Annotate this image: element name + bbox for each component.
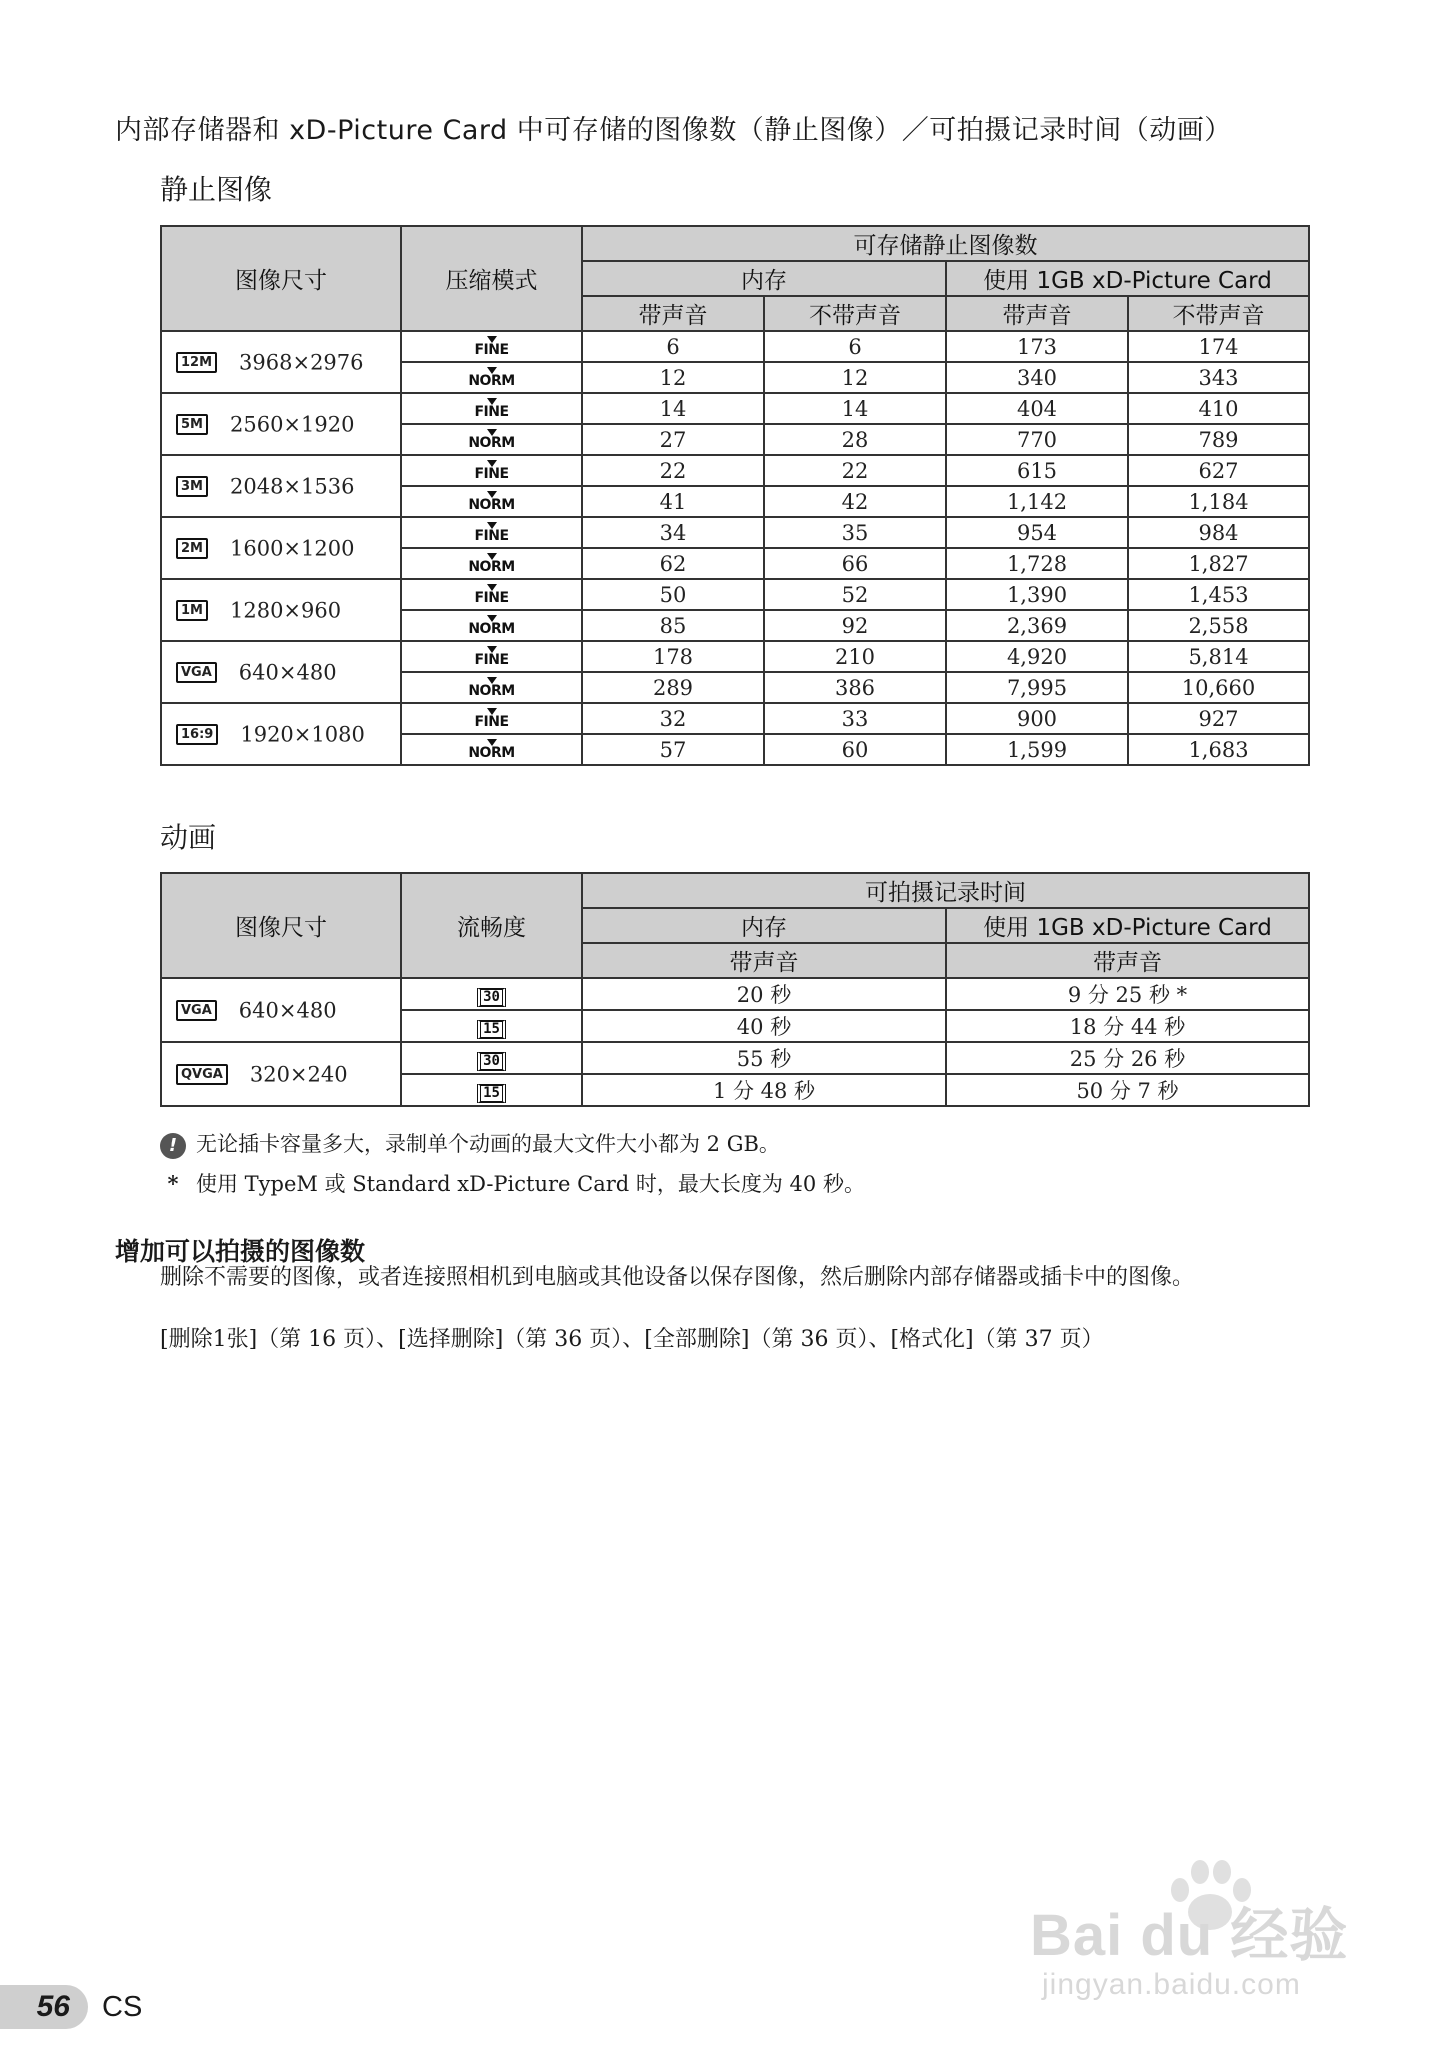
count-cell: 57 bbox=[582, 734, 764, 765]
mode-label: NORM bbox=[468, 496, 515, 513]
table-row bbox=[161, 1042, 1309, 1074]
count-cell: 32 bbox=[582, 703, 764, 734]
baidu-watermark bbox=[1030, 1850, 1430, 2010]
count-cell: 2,558 bbox=[1128, 610, 1309, 641]
count-cell: 22 bbox=[764, 455, 946, 486]
mode-marker-icon bbox=[487, 553, 497, 560]
count-cell: 173 bbox=[946, 331, 1128, 362]
mode-marker-icon bbox=[487, 646, 497, 653]
header-fluency: 流畅度 bbox=[401, 873, 582, 978]
size-badge-icon: 16:9 bbox=[176, 724, 218, 745]
table-row bbox=[161, 393, 1309, 424]
fine-mode-icon bbox=[474, 398, 508, 420]
time-cell: 40 秒 bbox=[582, 1010, 946, 1042]
count-cell: 1,728 bbox=[946, 548, 1128, 579]
compression-mode-cell bbox=[401, 517, 582, 548]
count-cell: 404 bbox=[946, 393, 1128, 424]
count-cell: 1,390 bbox=[946, 579, 1128, 610]
time-cell: 18 分 44 秒 bbox=[946, 1010, 1309, 1042]
count-cell: 33 bbox=[764, 703, 946, 734]
table-row bbox=[161, 978, 1309, 1010]
size-badge-icon: 12M bbox=[176, 352, 217, 373]
image-size-cell bbox=[161, 517, 401, 579]
compression-mode-cell bbox=[401, 455, 582, 486]
image-size-text: 3968×2976 bbox=[239, 350, 364, 375]
compression-mode-cell bbox=[401, 641, 582, 672]
watermark-brand: Bai du 经验 bbox=[1030, 1903, 1349, 1968]
compression-mode-cell bbox=[401, 610, 582, 641]
mode-label: NORM bbox=[468, 558, 515, 575]
compression-mode-cell bbox=[401, 486, 582, 517]
header-card: 使用 1GB xD-Picture Card bbox=[946, 908, 1309, 943]
time-cell: 55 秒 bbox=[582, 1042, 946, 1074]
compression-mode-cell bbox=[401, 579, 582, 610]
mode-label: NORM bbox=[468, 434, 515, 451]
mode-label: FINE bbox=[474, 403, 509, 420]
count-cell: 62 bbox=[582, 548, 764, 579]
count-cell: 178 bbox=[582, 641, 764, 672]
size-badge-icon: 3M bbox=[176, 476, 208, 497]
mode-marker-icon bbox=[487, 708, 497, 715]
mode-marker-icon bbox=[487, 429, 497, 436]
image-size-cell bbox=[161, 331, 401, 393]
size-badge-icon: 5M bbox=[176, 414, 208, 435]
header-card: 使用 1GB xD-Picture Card bbox=[946, 261, 1309, 296]
count-cell: 174 bbox=[1128, 331, 1309, 362]
count-cell: 386 bbox=[764, 672, 946, 703]
note-asterisk bbox=[160, 1168, 865, 1198]
mode-label: FINE bbox=[474, 651, 509, 668]
time-cell: 20 秒 bbox=[582, 978, 946, 1010]
mode-marker-icon bbox=[487, 367, 497, 374]
frame-rate-icon: 30 bbox=[477, 1052, 506, 1071]
mode-label: FINE bbox=[474, 713, 509, 730]
size-badge-icon: VGA bbox=[176, 1000, 217, 1021]
count-cell: 1,142 bbox=[946, 486, 1128, 517]
image-size-cell bbox=[161, 393, 401, 455]
mode-marker-icon bbox=[487, 615, 497, 622]
image-size-cell bbox=[161, 978, 401, 1042]
image-size-cell bbox=[161, 579, 401, 641]
count-cell: 410 bbox=[1128, 393, 1309, 424]
frame-rate-cell bbox=[401, 1074, 582, 1106]
count-cell: 789 bbox=[1128, 424, 1309, 455]
image-size-text: 1920×1080 bbox=[240, 722, 365, 747]
movie-table bbox=[160, 872, 1310, 1107]
count-cell: 1,827 bbox=[1128, 548, 1309, 579]
header-with-sound: 带声音 bbox=[582, 296, 764, 331]
table-row bbox=[161, 331, 1309, 362]
image-size-cell bbox=[161, 703, 401, 765]
table-row bbox=[161, 455, 1309, 486]
mode-marker-icon bbox=[487, 336, 497, 343]
compression-mode-cell bbox=[401, 331, 582, 362]
note-warning-text: 无论插卡容量多大，录制单个动画的最大文件大小都为 2 GB。 bbox=[196, 1132, 780, 1156]
increase-paragraph: 删除不需要的图像，或者连接照相机到电脑或其他设备以保存图像，然后删除内部存储器或插卡中的图像。 bbox=[160, 1265, 1195, 1290]
count-cell: 210 bbox=[764, 641, 946, 672]
count-cell: 4,920 bbox=[946, 641, 1128, 672]
count-cell: 340 bbox=[946, 362, 1128, 393]
norm-mode-icon bbox=[468, 739, 514, 761]
mode-label: FINE bbox=[474, 465, 509, 482]
norm-mode-icon bbox=[468, 491, 514, 513]
norm-mode-icon bbox=[468, 615, 514, 637]
count-cell: 900 bbox=[946, 703, 1128, 734]
size-badge-icon: 1M bbox=[176, 600, 208, 621]
count-cell: 27 bbox=[582, 424, 764, 455]
image-size-cell bbox=[161, 641, 401, 703]
mode-label: NORM bbox=[468, 620, 515, 637]
mode-marker-icon bbox=[487, 739, 497, 746]
image-size-cell bbox=[161, 1042, 401, 1106]
count-cell: 50 bbox=[582, 579, 764, 610]
count-cell: 954 bbox=[946, 517, 1128, 548]
count-cell: 12 bbox=[582, 362, 764, 393]
mode-marker-icon bbox=[487, 522, 497, 529]
mode-label: NORM bbox=[468, 744, 515, 761]
frame-rate-cell bbox=[401, 978, 582, 1010]
header-with-sound: 带声音 bbox=[946, 943, 1309, 978]
count-cell: 984 bbox=[1128, 517, 1309, 548]
fine-mode-icon bbox=[474, 522, 508, 544]
mode-marker-icon bbox=[487, 677, 497, 684]
mode-label: FINE bbox=[474, 589, 509, 606]
table-row bbox=[161, 641, 1309, 672]
fine-mode-icon bbox=[474, 584, 508, 606]
asterisk-icon: * bbox=[167, 1171, 179, 1196]
page-number: 56 bbox=[0, 1985, 88, 2029]
image-size-text: 1600×1200 bbox=[229, 536, 355, 561]
size-badge-icon: VGA bbox=[176, 662, 217, 683]
mode-label: NORM bbox=[468, 372, 515, 389]
count-cell: 1,599 bbox=[946, 734, 1128, 765]
still-image-table bbox=[160, 225, 1310, 766]
header-with-sound: 带声音 bbox=[946, 296, 1128, 331]
size-badge-icon: QVGA bbox=[176, 1064, 228, 1085]
header-internal: 内存 bbox=[582, 908, 946, 943]
count-cell: 6 bbox=[764, 331, 946, 362]
fine-mode-icon bbox=[474, 336, 508, 358]
table-row bbox=[161, 517, 1309, 548]
header-with-sound: 带声音 bbox=[582, 943, 946, 978]
time-cell: 1 分 48 秒 bbox=[582, 1074, 946, 1106]
image-size-text: 640×480 bbox=[238, 998, 337, 1023]
fine-mode-icon bbox=[474, 460, 508, 482]
image-size-text: 2048×1536 bbox=[229, 474, 355, 499]
count-cell: 85 bbox=[582, 610, 764, 641]
image-size-text: 320×240 bbox=[249, 1062, 348, 1087]
image-size-text: 640×480 bbox=[238, 660, 337, 685]
still-section-title: 静止图像 bbox=[160, 173, 273, 206]
norm-mode-icon bbox=[468, 553, 514, 575]
warning-icon: ! bbox=[160, 1133, 186, 1159]
count-cell: 1,453 bbox=[1128, 579, 1309, 610]
fine-mode-icon bbox=[474, 708, 508, 730]
time-cell: 9 分 25 秒 * bbox=[946, 978, 1309, 1010]
header-record-time: 可拍摄记录时间 bbox=[582, 873, 1309, 908]
frame-rate-cell bbox=[401, 1042, 582, 1074]
count-cell: 35 bbox=[764, 517, 946, 548]
mode-marker-icon bbox=[487, 460, 497, 467]
mode-label: NORM bbox=[468, 682, 515, 699]
compression-mode-cell bbox=[401, 672, 582, 703]
note-asterisk-text: 使用 TypeM 或 Standard xD-Picture Card 时，最大长度为 40 秒。 bbox=[196, 1172, 865, 1196]
header-without-sound: 不带声音 bbox=[1128, 296, 1309, 331]
count-cell: 60 bbox=[764, 734, 946, 765]
count-cell: 289 bbox=[582, 672, 764, 703]
compression-mode-cell bbox=[401, 703, 582, 734]
count-cell: 1,683 bbox=[1128, 734, 1309, 765]
count-cell: 28 bbox=[764, 424, 946, 455]
count-cell: 5,814 bbox=[1128, 641, 1309, 672]
compression-mode-cell bbox=[401, 734, 582, 765]
size-badge-icon: 2M bbox=[176, 538, 208, 559]
count-cell: 52 bbox=[764, 579, 946, 610]
table-row bbox=[161, 579, 1309, 610]
compression-mode-cell bbox=[401, 362, 582, 393]
header-storable-count: 可存储静止图像数 bbox=[582, 226, 1309, 261]
page-title: 内部存储器和 xD-Picture Card 中可存储的图像数（静止图像）／可拍摄记录时间（动画） bbox=[115, 115, 1232, 146]
compression-mode-cell bbox=[401, 393, 582, 424]
count-cell: 14 bbox=[582, 393, 764, 424]
count-cell: 770 bbox=[946, 424, 1128, 455]
image-size-text: 2560×1920 bbox=[229, 412, 355, 437]
count-cell: 92 bbox=[764, 610, 946, 641]
count-cell: 12 bbox=[764, 362, 946, 393]
count-cell: 1,184 bbox=[1128, 486, 1309, 517]
count-cell: 22 bbox=[582, 455, 764, 486]
count-cell: 927 bbox=[1128, 703, 1309, 734]
count-cell: 10,660 bbox=[1128, 672, 1309, 703]
increase-references: [删除1张]（第 16 页）、[选择删除]（第 36 页）、[全部删除]（第 36 页）、[格式化]（第 37 页） bbox=[160, 1327, 1104, 1352]
mode-marker-icon bbox=[487, 398, 497, 405]
image-size-text: 1280×960 bbox=[229, 598, 342, 623]
note-warning bbox=[160, 1128, 780, 1159]
count-cell: 34 bbox=[582, 517, 764, 548]
count-cell: 14 bbox=[764, 393, 946, 424]
language-code: CS bbox=[102, 1991, 143, 2023]
count-cell: 2,369 bbox=[946, 610, 1128, 641]
header-image-size: 图像尺寸 bbox=[161, 873, 401, 978]
fine-mode-icon bbox=[474, 646, 508, 668]
table-row bbox=[161, 703, 1309, 734]
count-cell: 66 bbox=[764, 548, 946, 579]
mode-marker-icon bbox=[487, 491, 497, 498]
time-cell: 50 分 7 秒 bbox=[946, 1074, 1309, 1106]
mode-label: FINE bbox=[474, 341, 509, 358]
count-cell: 42 bbox=[764, 486, 946, 517]
count-cell: 343 bbox=[1128, 362, 1309, 393]
frame-rate-icon: 15 bbox=[477, 1084, 506, 1103]
frame-rate-icon: 30 bbox=[477, 988, 506, 1007]
movie-section-title: 动画 bbox=[160, 821, 217, 854]
mode-marker-icon bbox=[487, 584, 497, 591]
frame-rate-cell bbox=[401, 1010, 582, 1042]
image-size-cell bbox=[161, 455, 401, 517]
compression-mode-cell bbox=[401, 424, 582, 455]
header-image-size: 图像尺寸 bbox=[161, 226, 401, 331]
compression-mode-cell bbox=[401, 548, 582, 579]
count-cell: 6 bbox=[582, 331, 764, 362]
norm-mode-icon bbox=[468, 429, 514, 451]
header-internal: 内存 bbox=[582, 261, 946, 296]
frame-rate-icon: 15 bbox=[477, 1020, 506, 1039]
count-cell: 627 bbox=[1128, 455, 1309, 486]
time-cell: 25 分 26 秒 bbox=[946, 1042, 1309, 1074]
norm-mode-icon bbox=[468, 367, 514, 389]
mode-label: FINE bbox=[474, 527, 509, 544]
count-cell: 615 bbox=[946, 455, 1128, 486]
increase-heading: 增加可以拍摄的图像数 bbox=[115, 1237, 366, 1266]
header-compression: 压缩模式 bbox=[401, 226, 582, 331]
header-without-sound: 不带声音 bbox=[764, 296, 946, 331]
watermark-url: jingyan.baidu.com bbox=[1042, 1968, 1301, 2001]
count-cell: 41 bbox=[582, 486, 764, 517]
count-cell: 7,995 bbox=[946, 672, 1128, 703]
norm-mode-icon bbox=[468, 677, 514, 699]
